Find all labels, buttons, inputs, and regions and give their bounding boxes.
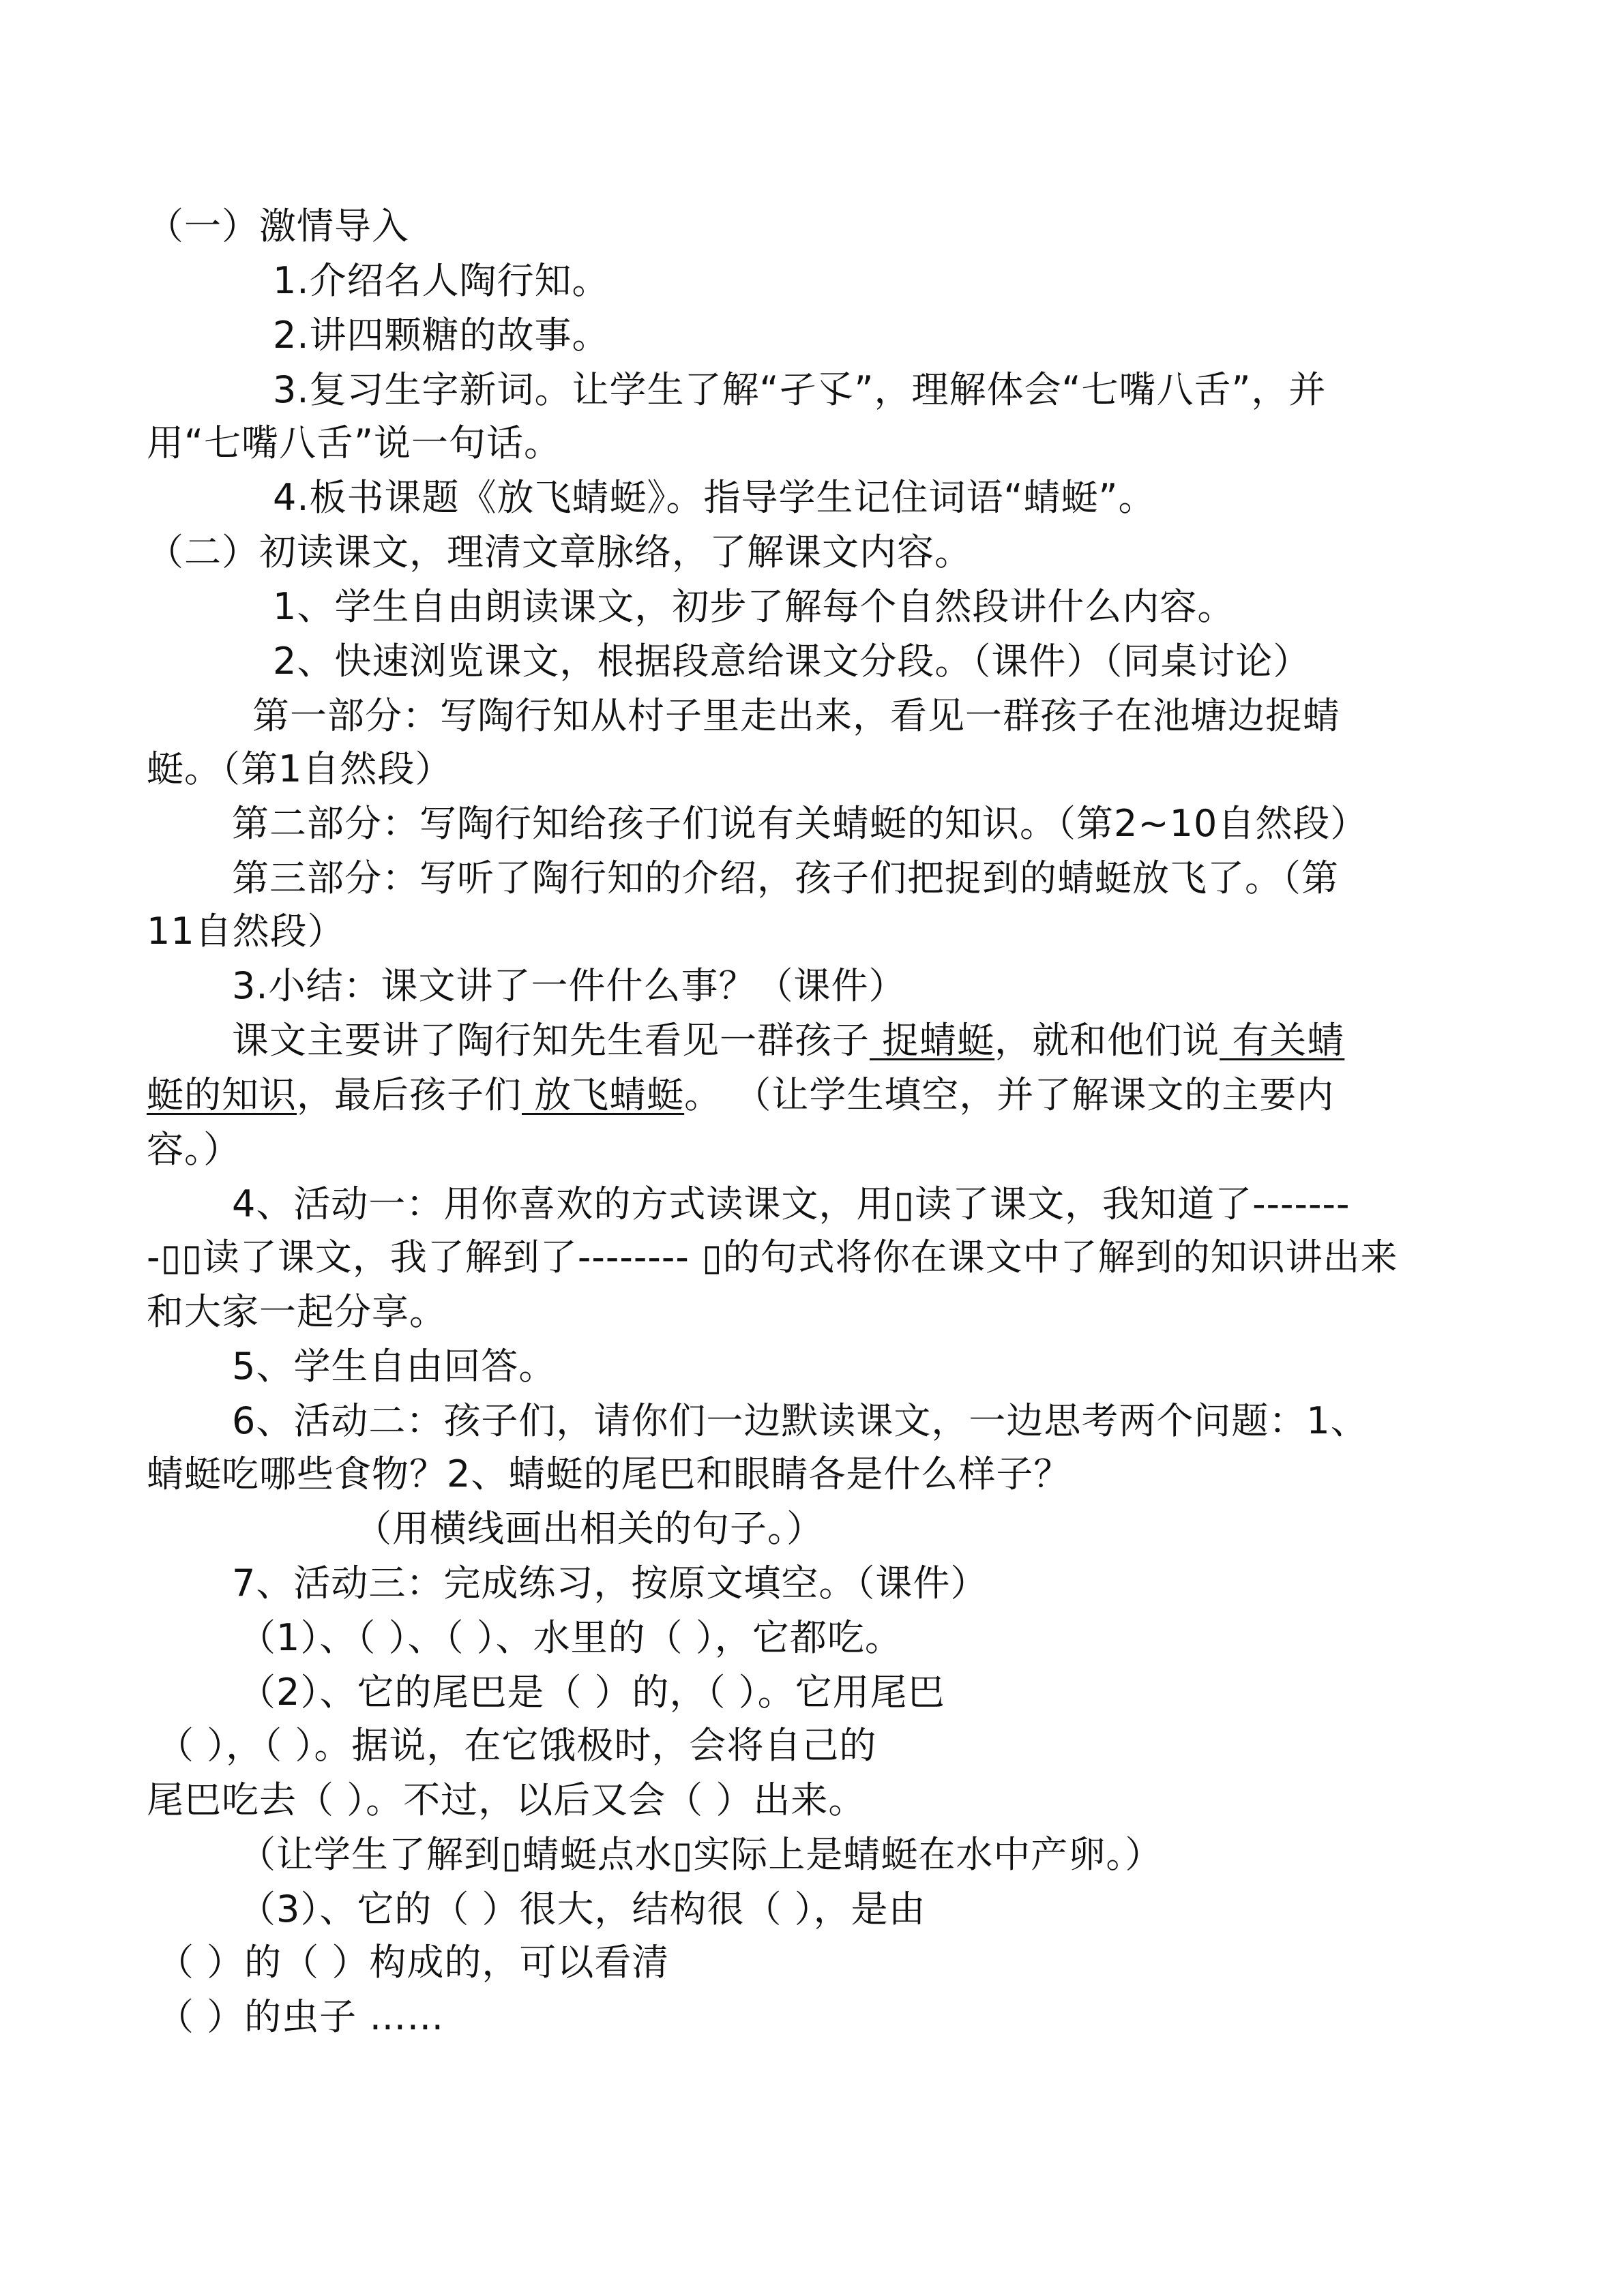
exercise-line: （1）、（ ）、（ ）、水里的（ ），它都吃。	[239, 1616, 902, 1659]
paragraph-line: 2.讲四颗糖的故事。	[273, 314, 610, 357]
heading-section-2: （二）初读课文，理清文章脉络，了解课文内容。	[147, 531, 972, 573]
blank-answer: 有关蜻	[1220, 1019, 1345, 1062]
paragraph-line: （让学生了解到▯蜻蜓点水▯实际上是蜻蜓在水中产卵。）	[239, 1833, 1163, 1876]
paragraph-line: 4.板书课题《放飞蜻蜓》。指导学生记住词语“蜻蜓”。	[273, 476, 1156, 519]
paragraph-line: 11自然段）	[147, 910, 345, 953]
heading-section-1: （一）激情导入	[147, 205, 409, 248]
summary-text: 课文主要讲了陶行知先生看见一群孩子	[232, 1019, 870, 1062]
exercise-line: （ ），（ ）。据说，在它饿极时，会将自己的	[157, 1724, 877, 1767]
paragraph-line: 5、学生自由回答。	[232, 1345, 557, 1388]
summary-text: ，就和他们说	[994, 1019, 1220, 1062]
paragraph-line: 4、活动一：用你喜欢的方式读课文，用▯读了课文，我知道了-------	[232, 1182, 1350, 1225]
paragraph-line: 1.介绍名人陶行知。	[273, 259, 610, 302]
paragraph-line: -▯▯读了课文，我了解到了-------- ▯的句式将你在课文中了解到的知识讲出来	[147, 1236, 1398, 1279]
paragraph-line: 7、活动三：完成练习，按原文填空。（课件）	[232, 1562, 988, 1605]
paragraph-line: 容。）	[147, 1128, 241, 1171]
paragraph-line: 第一部分：写陶行知从村子里走出来，看见一群孩子在池塘边捉蜻	[252, 694, 1340, 737]
exercise-line: 尾巴吃去（ ）。不过，以后又会（ ）出来。	[147, 1778, 866, 1821]
exercise-line: （3）、它的（ ）很大，结构很（ ），是由	[239, 1888, 926, 1930]
summary-line-2	[147, 1073, 1334, 1117]
paragraph-line: 2、快速浏览课文，根据段意给课文分段。（课件）（同桌讨论）	[273, 640, 1311, 683]
paragraph-line: 蜻蜓吃哪些食物？2、蜻蜓的尾巴和眼睛各是什么样子？	[147, 1452, 1072, 1495]
summary-text: ，最后孩子们	[297, 1073, 522, 1116]
exercise-line: （ ）的（ ）构成的，可以看清	[157, 1941, 670, 1984]
blank-answer: 捉蜻蜓	[870, 1019, 995, 1062]
paragraph-line: 3.复习生字新词。让学生了解“孑孓”，理解体会“七嘴八舌”，并	[273, 368, 1327, 411]
blank-answer: 蜓的知识	[147, 1073, 297, 1116]
exercise-line: （ ）的虫子 ……	[157, 1995, 445, 2038]
paragraph-line: 3.小结：课文讲了一件什么事？（课件）	[232, 964, 906, 1007]
paragraph-line: 和大家一起分享。	[147, 1290, 447, 1333]
paragraph-line: 蜓。（第1自然段）	[147, 747, 453, 790]
paragraph-line: 第三部分：写听了陶行知的介绍，孩子们把捉到的蜻蜓放飞了。（第	[232, 856, 1339, 899]
blank-answer: 放飞蜻蜓	[522, 1073, 685, 1116]
paragraph-line: 1、学生自由朗读课文，初步了解每个自然段讲什么内容。	[273, 585, 1235, 628]
paragraph-line: 6、活动二：孩子们，请你们一边默读课文，一边思考两个问题：1、	[232, 1399, 1368, 1442]
paragraph-line: 第二部分：写陶行知给孩子们说有关蜻蜓的知识。（第2~10自然段）	[232, 802, 1368, 845]
paragraph-line: （用横线画出相关的句子。）	[355, 1507, 824, 1550]
paragraph-line: 用“七嘴八舌”说一句话。	[147, 421, 561, 464]
summary-line-1	[232, 1019, 1344, 1062]
exercise-line: （2）、它的尾巴是（ ）的，（ ）。它用尾巴	[239, 1671, 945, 1714]
summary-text: 。 （让学生填空，并了解课文的主要内	[684, 1073, 1335, 1116]
